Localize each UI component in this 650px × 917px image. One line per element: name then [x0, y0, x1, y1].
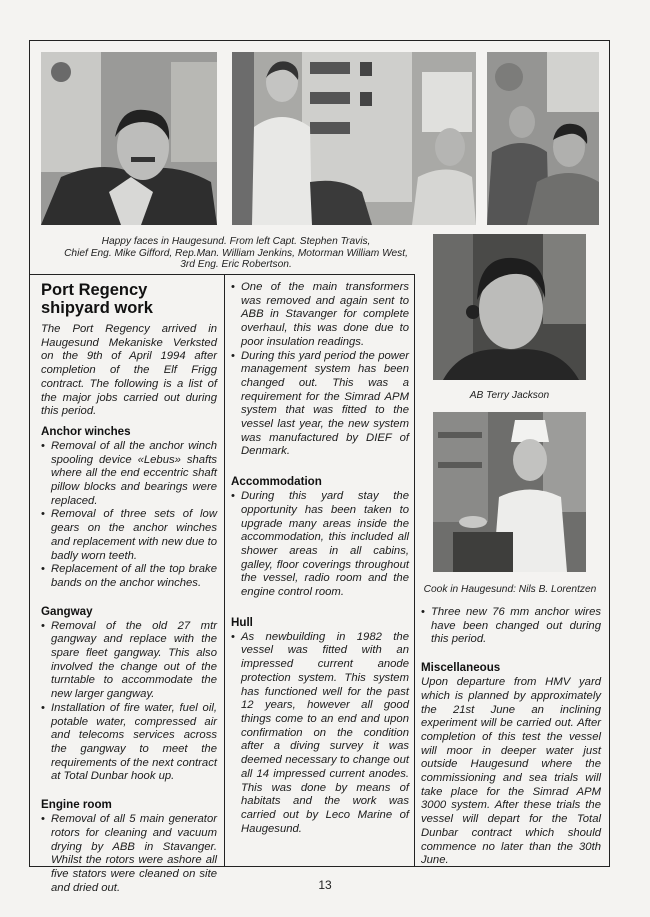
list-item: • Removal of all the anchor winch spooling device «Lebus» shafts where all the end eccentric shaft pillow blocks and bearings were replaced.: [41, 439, 217, 507]
list-item: • During this yard stay the opportunity has been taken to upgrade many areas inside the accommodation, this included all shower areas in all cabins, galley, floor coverings throughout the vessel, radio room and the engine control room.: [231, 490, 409, 599]
photo-engine-room-crew: [232, 52, 476, 225]
heading-anchor-winches: Anchor winches: [41, 424, 131, 438]
heading-engine-room: Engine room: [41, 798, 112, 812]
heading-accommodation: Accommodation: [231, 475, 322, 489]
heading-gangway: Gangway: [41, 604, 93, 618]
list-item: • During this yard period the power management system has been changed out. This was a requirement for the Simrad APM system that was fitted to the vessel last year, the new system was manufactured by DIEF of Denmark.: [231, 349, 409, 458]
list-item: • Removal of three sets of low gears on the anchor winches and replacement with new due to badly worn teeth.: [41, 508, 217, 562]
list-item: • Installation of fire water, fuel oil, potable water, compressed air and telecoms services across the gangway to meet the requirements of the next contract at Total Dunbar hook up.: [41, 701, 217, 783]
misc-paragraph: Upon departure from HMV yard which is planned by approximately the 21st June an inclining experiment will be carried out. After completion of this test the vessel will moor in deeper water just outside Haugesund where the commissioning and sea trials will take place for the Simrad APM 3000 system. After these trials the vessel will depart for the Total Dunbar contract which should commence no later than the 30th June.: [421, 676, 601, 867]
list-item: • Replacement of all the top brake bands on the anchor winches.: [41, 563, 217, 589]
article-column-2-body: [231, 281, 409, 836]
top-caption-line-2: Chief Eng. Mike Gifford, Rep.Man. William Jenkins, Motorman William West,: [64, 247, 408, 259]
article-title-line-1: Port Regency: [41, 281, 148, 299]
list-item: • One of the main transformers was removed and again sent to ABB in Stavanger for complete overhaul, this was done due to poor insulation readings.: [231, 281, 409, 348]
column-divider-right: [414, 274, 415, 867]
list-item: • Three new 76 mm anchor wires have been changed out during this period.: [421, 606, 601, 646]
top-caption-line-1: Happy faces in Haugesund. From left Capt. Stephen Travis,: [101, 236, 371, 247]
list-item: • As newbuilding in 1982 the vessel was fitted with an impressed current anode protection system. This system has functioned well for the past 12 years, however all good things come to an end and upon confirmation on the condition after a diving survey it was deemed necessary to change out all 14 impressed current anodes. This was done by means of habitats and the work was carried out by Leco Marine of Haugesund.: [231, 630, 409, 835]
page-number: 13: [318, 878, 332, 892]
list-item: • Removal of the old 27 mtr gangway and replace with the spare fleet gangway. This also involved the change out of the turntable to accommodate the new larger gangway.: [41, 619, 217, 701]
top-caption-line-3: 3rd Eng. Eric Robertson.: [180, 259, 292, 271]
heading-miscellaneous: Miscellaneous: [421, 661, 501, 675]
article-title: [41, 281, 217, 317]
photo-cook: [433, 412, 586, 572]
article-column-3: [421, 606, 601, 874]
photo-motorman-engineer: [487, 52, 599, 225]
article-title-line-2: shipyard work: [41, 299, 153, 317]
photo-terry-jackson: [433, 234, 586, 380]
article-column-1: [41, 281, 217, 895]
article-box-top: [29, 274, 415, 275]
cook-caption: Cook in Haugesund: Nils B. Lorentzen: [423, 584, 597, 595]
heading-hull: Hull: [231, 615, 253, 629]
top-photo-caption: [41, 236, 431, 271]
jackson-caption: AB Terry Jackson: [469, 390, 550, 401]
photo-captain: [41, 52, 217, 225]
column-divider-left: [224, 274, 225, 867]
list-item: • Removal of all 5 main generator rotors for cleaning and vacuum drying by ABB in Stavanger. Whilst the rotors were ashore all five stators were cleaned on site and dried out.: [41, 813, 217, 894]
article-intro: The Port Regency arrived in Haugesund Mekaniske Verksted on the 9th of April 1994 after completion of the Elf Frigg contract. The following is a list of the major jobs carried out during this period.: [41, 323, 217, 418]
